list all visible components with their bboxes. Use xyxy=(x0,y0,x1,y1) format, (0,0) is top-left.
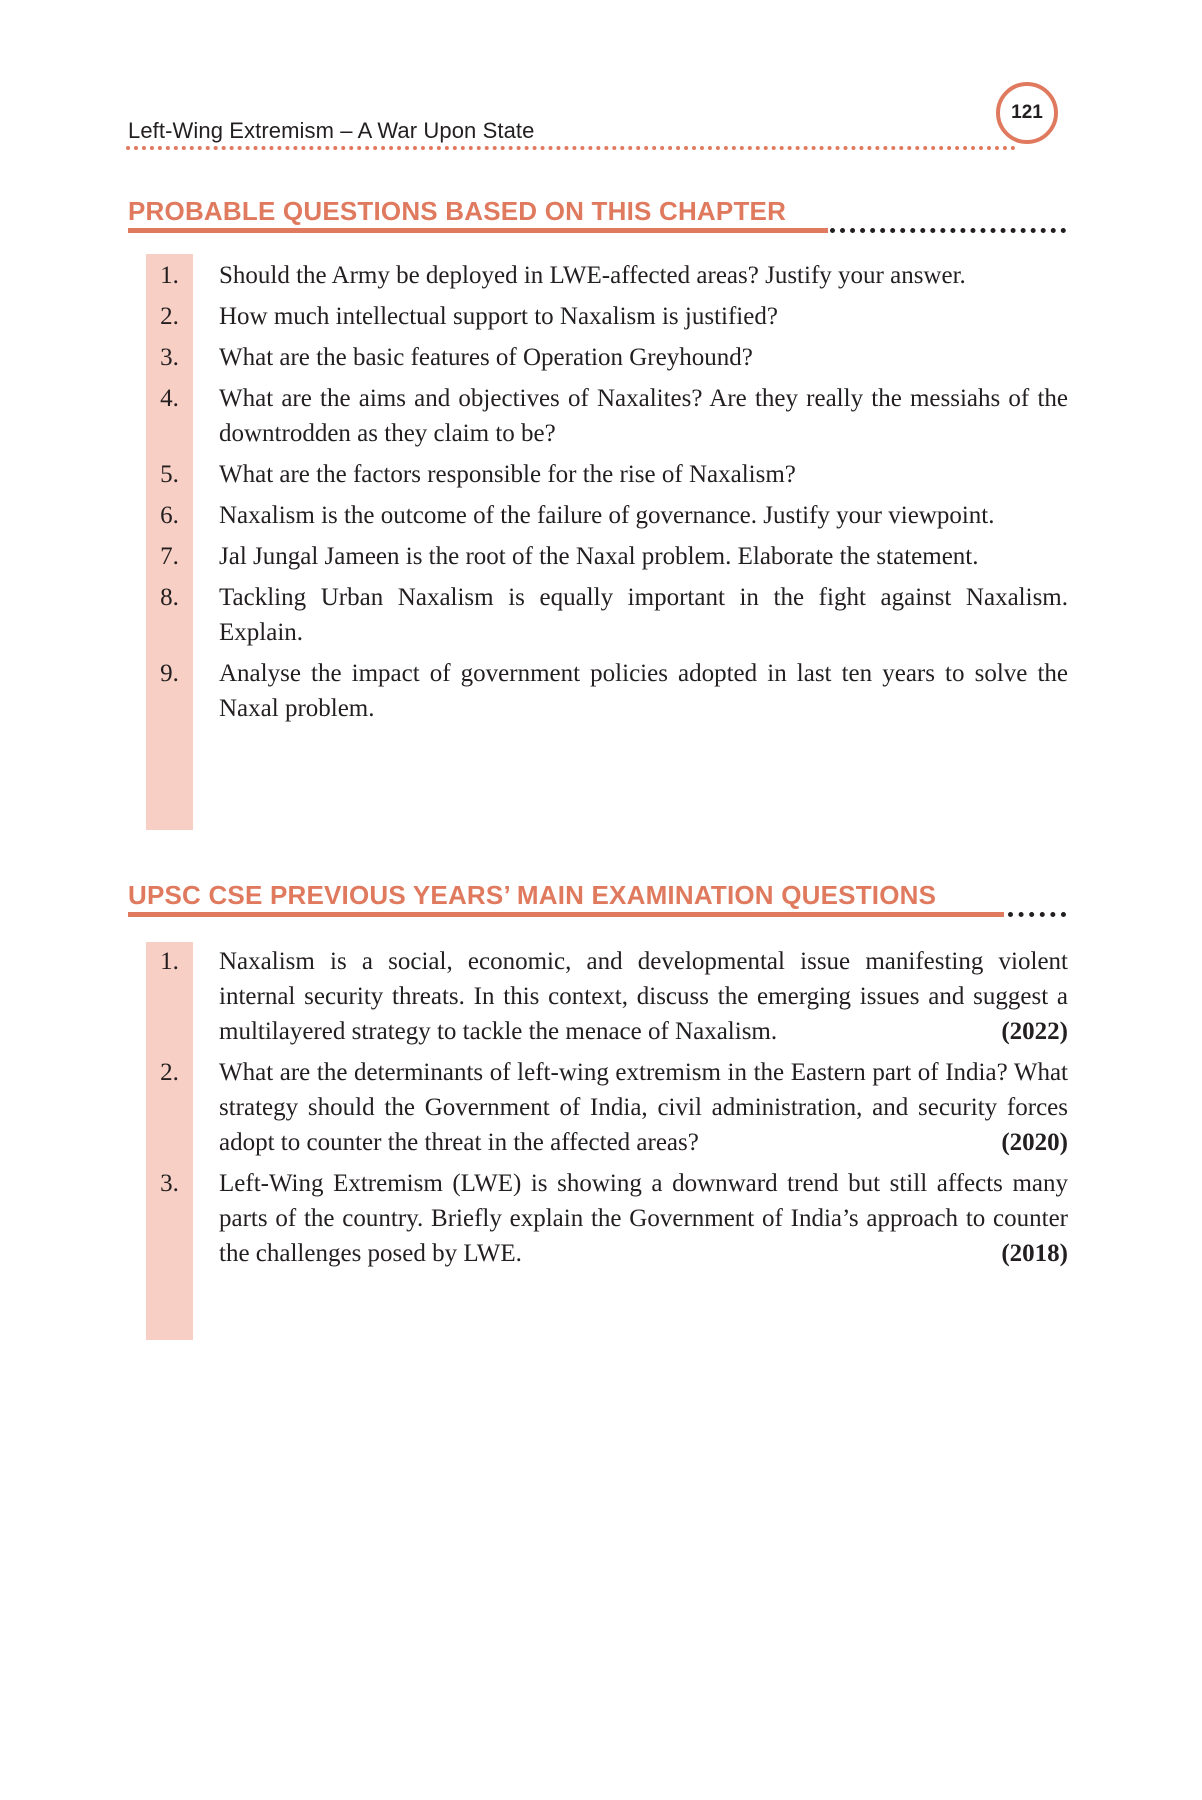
exam-year: (2018) xyxy=(1001,1240,1068,1267)
list-item xyxy=(146,1055,1068,1160)
item-text: Naxalism is the outcome of the failure of governance. Justify your viewpoint. xyxy=(219,502,995,529)
item-text: What are the factors responsible for the rise of Naxalism? xyxy=(219,461,796,488)
list-item xyxy=(146,1166,1068,1271)
item-number: 2. xyxy=(160,303,179,330)
page-number-badge xyxy=(996,82,1058,144)
previous-questions-title: UPSC CSE PREVIOUS YEARS’ MAIN EXAMINATION QUESTIONS xyxy=(128,880,937,910)
item-text: What are the aims and objectives of Naxalites? Are they really the messiahs of the downtrodden as they claim to be? xyxy=(219,385,1068,447)
item-number: 1. xyxy=(160,948,179,975)
item-text xyxy=(219,1055,1068,1160)
item-text xyxy=(219,944,1068,1049)
item-text: What are the basic features of Operation Greyhound? xyxy=(219,344,753,371)
list-item xyxy=(146,656,1068,726)
question-text: Naxalism is a social, economic, and developmental issue manifesting violent internal security threats. In this context, discuss the emerging issues and suggest a multilayered strategy to tackle the menace of Naxalism. xyxy=(219,948,1068,1045)
exam-year: (2022) xyxy=(1001,1018,1068,1045)
item-number: 3. xyxy=(160,344,179,371)
list-item xyxy=(146,381,1068,451)
item-number: 4. xyxy=(160,385,179,412)
item-text: Should the Army be deployed in LWE-affected areas? Justify your answer. xyxy=(219,262,966,289)
question-text: Left-Wing Extremism (LWE) is showing a downward trend but still affects many parts of the country. Briefly explain the Government of India’s approach to counter the challenges posed by LWE. xyxy=(219,1170,1068,1267)
list-item xyxy=(146,299,1068,334)
item-number: 6. xyxy=(160,502,179,529)
list-item xyxy=(146,498,1068,533)
list-item xyxy=(146,539,1068,574)
previous-title-underline xyxy=(128,912,1004,917)
item-number: 1. xyxy=(160,262,179,289)
running-title: Left-Wing Extremism – A War Upon State xyxy=(128,118,535,143)
item-number: 8. xyxy=(160,584,179,611)
item-text: How much intellectual support to Naxalism is justified? xyxy=(219,303,778,330)
header-dotted-rule xyxy=(126,146,1016,150)
probable-questions-list xyxy=(146,258,1068,726)
item-text: Jal Jungal Jameen is the root of the Naxal problem. Elaborate the statement. xyxy=(219,543,979,570)
list-item xyxy=(146,457,1068,492)
previous-questions-list xyxy=(146,944,1068,1271)
item-number: 9. xyxy=(160,660,179,687)
probable-questions-title: PROBABLE QUESTIONS BASED ON THIS CHAPTER xyxy=(128,196,787,226)
item-text: Tackling Urban Naxalism is equally important in the fight against Naxalism. Explain. xyxy=(219,584,1068,646)
item-number: 3. xyxy=(160,1170,179,1197)
list-item xyxy=(146,340,1068,375)
list-item xyxy=(146,258,1068,293)
item-text: Analyse the impact of government policies adopted in last ten years to solve the Naxal problem. xyxy=(219,660,1068,722)
item-number: 7. xyxy=(160,543,179,570)
exam-year: (2020) xyxy=(1001,1129,1068,1156)
item-number: 5. xyxy=(160,461,179,488)
previous-title-dots xyxy=(1008,912,1066,917)
list-item xyxy=(146,944,1068,1049)
question-text: What are the determinants of left-wing extremism in the Eastern part of India? What strategy should the Government of India, civil administration, and security forces adopt to counter the threat in the affected areas? xyxy=(219,1059,1068,1156)
item-text xyxy=(219,1166,1068,1271)
item-number: 2. xyxy=(160,1059,179,1086)
page-number: 121 xyxy=(1011,102,1043,123)
list-item xyxy=(146,580,1068,650)
probable-title-dots xyxy=(830,228,1066,233)
probable-title-underline xyxy=(128,228,828,233)
